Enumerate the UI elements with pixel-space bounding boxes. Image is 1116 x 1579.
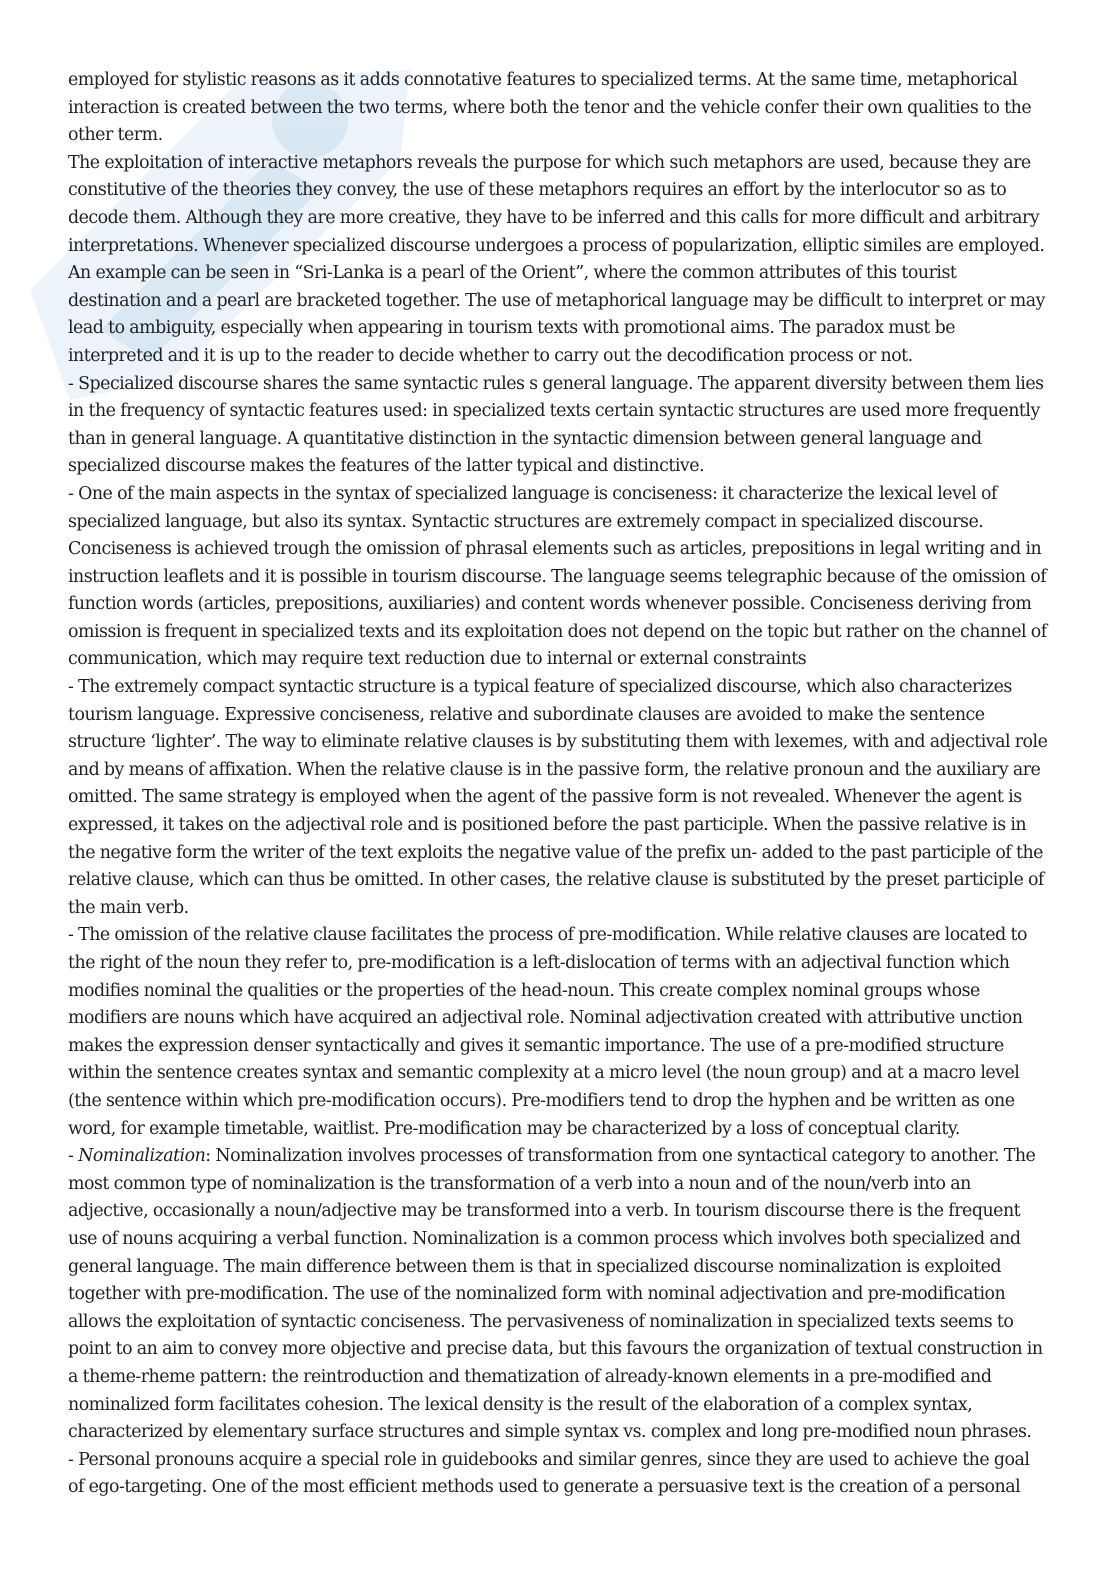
paragraph-interactive-metaphors: The exploitation of interactive metaphors reveals the purpose for which such metaphors are used, because they are constitutive of the theories they convey, the use of these metaphors requires an effort by the interlocutor so as to decode them. Although they are more creative, they have to be inferred and this calls for more difficult and arbitrary interpretations. Whenever specialized discourse undergoes a process of popularization, elliptic similes are employed. An example can be seen in “Sri-Lanka is a pearl of the Orient”, where the common attributes of this tourist destination and a pearl are bracketed together. The use of metaphorical language may be difficult to interpret or may lead to ambiguity, especially when appearing in tourism texts with promotional aims. The paradox must be interpreted and it is up to the reader to decide whether to carry out the decodification process or not. bbox=[68, 152, 1045, 366]
paragraph-metaphor-intro: employed for stylistic reasons as it adds connotative features to specialized terms. At the same time, metaphorical interaction is created between the two terms, where both the tenor and the vehicle confer their own qualities to the other term. bbox=[68, 70, 1032, 146]
paragraph-conciseness: - One of the main aspects in the syntax of specialized language is conciseness: it characterize the lexical level of specialized language, but also its syntax. Syntactic structures are extremely compact in specialized discourse. Conciseness is achieved trough the omission of phrasal elements such as articles, prepositions in legal writing and in instruction leaflets and it is possible in tourism discourse. The language seems telegraphic because of the omission of function words (articles, prepositions, auxiliaries) and content words whenever possible. Conciseness deriving from omission is frequent in specialized texts and its exploitation does not depend on the topic but rather on the channel of communication, which may require text reduction due to internal or external constraints bbox=[68, 483, 1047, 670]
paragraph-nominalization bbox=[68, 1143, 1048, 1447]
paragraph-syntactic-rules: - Specialized discourse shares the same syntactic rules s general language. The apparent diversity between them lies in the frequency of syntactic features used: in specialized texts certain syntactic structures are used more frequently than in general language. A quantitative distinction in the syntactic dimension between general language and specialized discourse makes the features of the latter typical and distinctive. bbox=[68, 373, 1044, 477]
nominalization-term: Nominalization bbox=[78, 1146, 206, 1167]
nominalization-lead: - bbox=[68, 1146, 79, 1167]
paragraph-compact-structure: - The extremely compact syntactic structure is a typical feature of specialized discourse, which also characterizes tourism language. Expressive conciseness, relative and subordinate clauses are avoided to make the sentence structure ‘lighter’. The way to eliminate relative clauses is by substituting them with lexemes, with and adjectival role and by means of affixation. When the relative clause is in the passive form, the relative pronoun and the auxiliary are omitted. The same strategy is employed when the agent of the passive form is not revealed. Whenever the agent is expressed, it takes on the adjectival role and is positioned before the past participle. When the passive relative is in the negative form the writer of the text exploits the negative value of the prefix un- added to the past participle of the relative clause, which can thus be omitted. In other cases, the relative clause is substituted by the preset participle of the main verb. bbox=[68, 677, 1048, 918]
paragraph-personal-pronouns: - Personal pronouns acquire a special role in guidebooks and similar genres, since they are used to achieve the goal of ego-targeting. One of the most efficient methods used to generate a persuasive text is the creation of a personal bbox=[68, 1449, 1030, 1498]
paragraph-pre-modification: - The omission of the relative clause facilitates the process of pre-modification. While relative clauses are located to the right of the noun they refer to, pre-modification is a left-dislocation of terms with an adjectival function which modifies nominal the qualities or the properties of the head-noun. This create complex nominal groups whose modifiers are nouns which have acquired an adjectival role. Nominal adjectivation created with attributive unction makes the expression denser syntactically and gives it semantic importance. The use of a pre-modified structure within the sentence creates syntax and semantic complexity at a micro level (the noun group) and at a macro level (the sentence within which pre-modification occurs). Pre-modifiers tend to drop the hyphen and be written as one word, for example timetable, waitlist. Pre-modification may be characterized by a loss of conceptual clarity. bbox=[68, 925, 1027, 1139]
page-content bbox=[68, 67, 1048, 1502]
nominalization-body: : Nominalization involves processes of transformation from one syntactical category to another. The most common type of nominalization is the transformation of a verb into a noun and of the noun/verb into an adjective, occasionally a noun/adjective may be transformed into a verb. In tourism discourse there is the frequent use of nouns acquiring a verbal function. Nominalization is a common process which involves both specialized and general language. The main difference between them is that in specialized discourse nominalization is exploited together with pre-modification. The use of the nominalized form with nominal adjectivation and pre-modification allows the exploitation of syntactic conciseness. The pervasiveness of nominalization in specialized texts seems to point to an aim to convey more objective and precise data, but this favours the organization of textual construction in a theme-rheme pattern: the reintroduction and thematization of already-known elements in a pre-modified and nominalized form facilitates cohesion. The lexical density is the result of the elaboration of a complex syntax, characterized by elementary surface structures and simple syntax vs. complex and long pre-modified noun phrases. bbox=[68, 1146, 1043, 1443]
